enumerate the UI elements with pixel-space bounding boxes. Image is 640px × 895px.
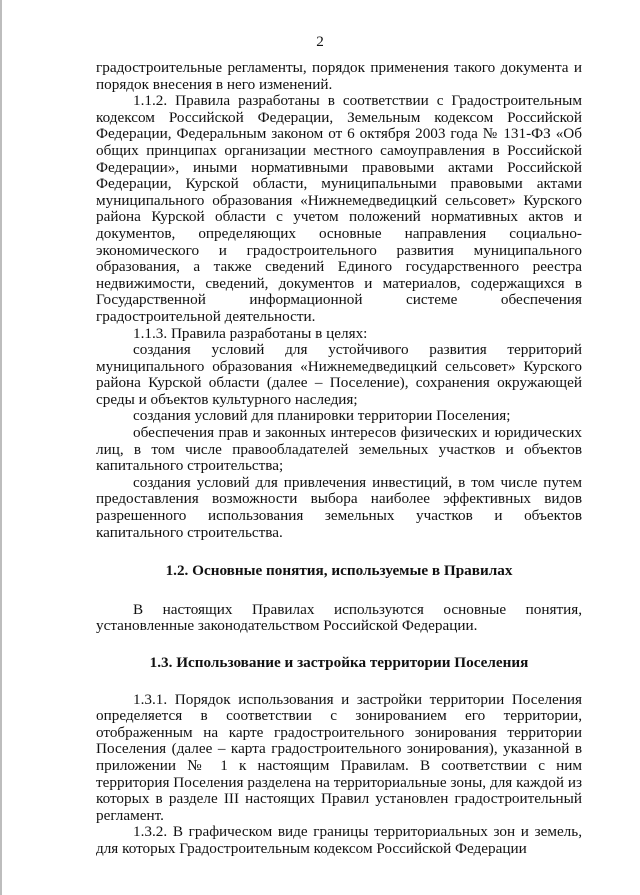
paragraph-1-1-2: 1.1.2. Правила разработаны в соответствии с Градостроительным кодексом Российской Федерации, Земельным кодексом Российской Федерации, Федеральным законом от 6 октября 2003 года № 131-ФЗ «Об общих принципах организации местного самоуправления в Российской Федерации», иными нормативными правовыми актами Российской Федерации, Курской области, муниципальными правовыми актами муниципального образования «Нижнемедведицкий сельсовет» Курского района Курской области с учетом положений нормативных актов и документов, определяющих основные направления социально-экономического и градостроительного развития муниципального образования, а также сведений Единого государственного реестра недвижимости, сведений, документов и материалов, содержащихся в Государственной информационной системе обеспечения градостроительной деятельности.	[96, 92, 582, 325]
page-number: 2	[316, 33, 324, 50]
scan-edge	[0, 0, 2, 895]
goal-item: обеспечения прав и законных интересов физических и юридических лиц, в том числе правообладателей земельных участков и объектов капитального строительства;	[96, 424, 582, 475]
paragraph-continuation: градостроительные регламенты, порядок применения такого документа и порядок внесения в него изменений.	[96, 59, 582, 93]
section-heading-1-2: 1.2. Основные понятия, используемые в Правилах	[165, 562, 513, 580]
paragraph-1-3-2: 1.3.2. В графическом виде границы территориальных зон и земель, для которых Градостроительным кодексом Российской Федерации	[96, 823, 582, 857]
section-heading-1-3: 1.3. Использование и застройка территории Поселения	[149, 654, 529, 671]
goal-item: создания условий для привлечения инвестиций, в том числе путем предоставления возможности выбора наиболее эффективных видов разрешенного использования земельных участков и объектов капитального строительства.	[96, 473, 582, 541]
section-1-2-text: В настоящих Правилах используются основные понятия, установленные законодательством Российской Федерации.	[96, 600, 582, 635]
goal-item: создания условий для планировки территории Поселения;	[133, 407, 511, 425]
paragraph-1-1-3: 1.1.3. Правила разработаны в целях:	[133, 324, 368, 342]
goal-item: создания условий для устойчивого развития территорий муниципального образования «Нижнемедведицкий сельсовет» Курского района Курской области (далее – Поселение), сохранения окружающей среды и объектов культурного наследия;	[96, 341, 582, 408]
paragraph-1-3-1: 1.3.1. Порядок использования и застройки территории Поселения определяется в соответствии с зонированием его территории, отображенным на карте градостроительного зонирования территории Поселения (далее – карта градостроительного зонирования), указанной в приложении № 1 к настоящим Правилам. В соответствии с ним территория Поселения разделена на территориальные зоны, для каждой из которых в разделе III настоящих Правил установлен градостроительный регламент.	[96, 690, 582, 824]
document-body	[96, 60, 582, 858]
